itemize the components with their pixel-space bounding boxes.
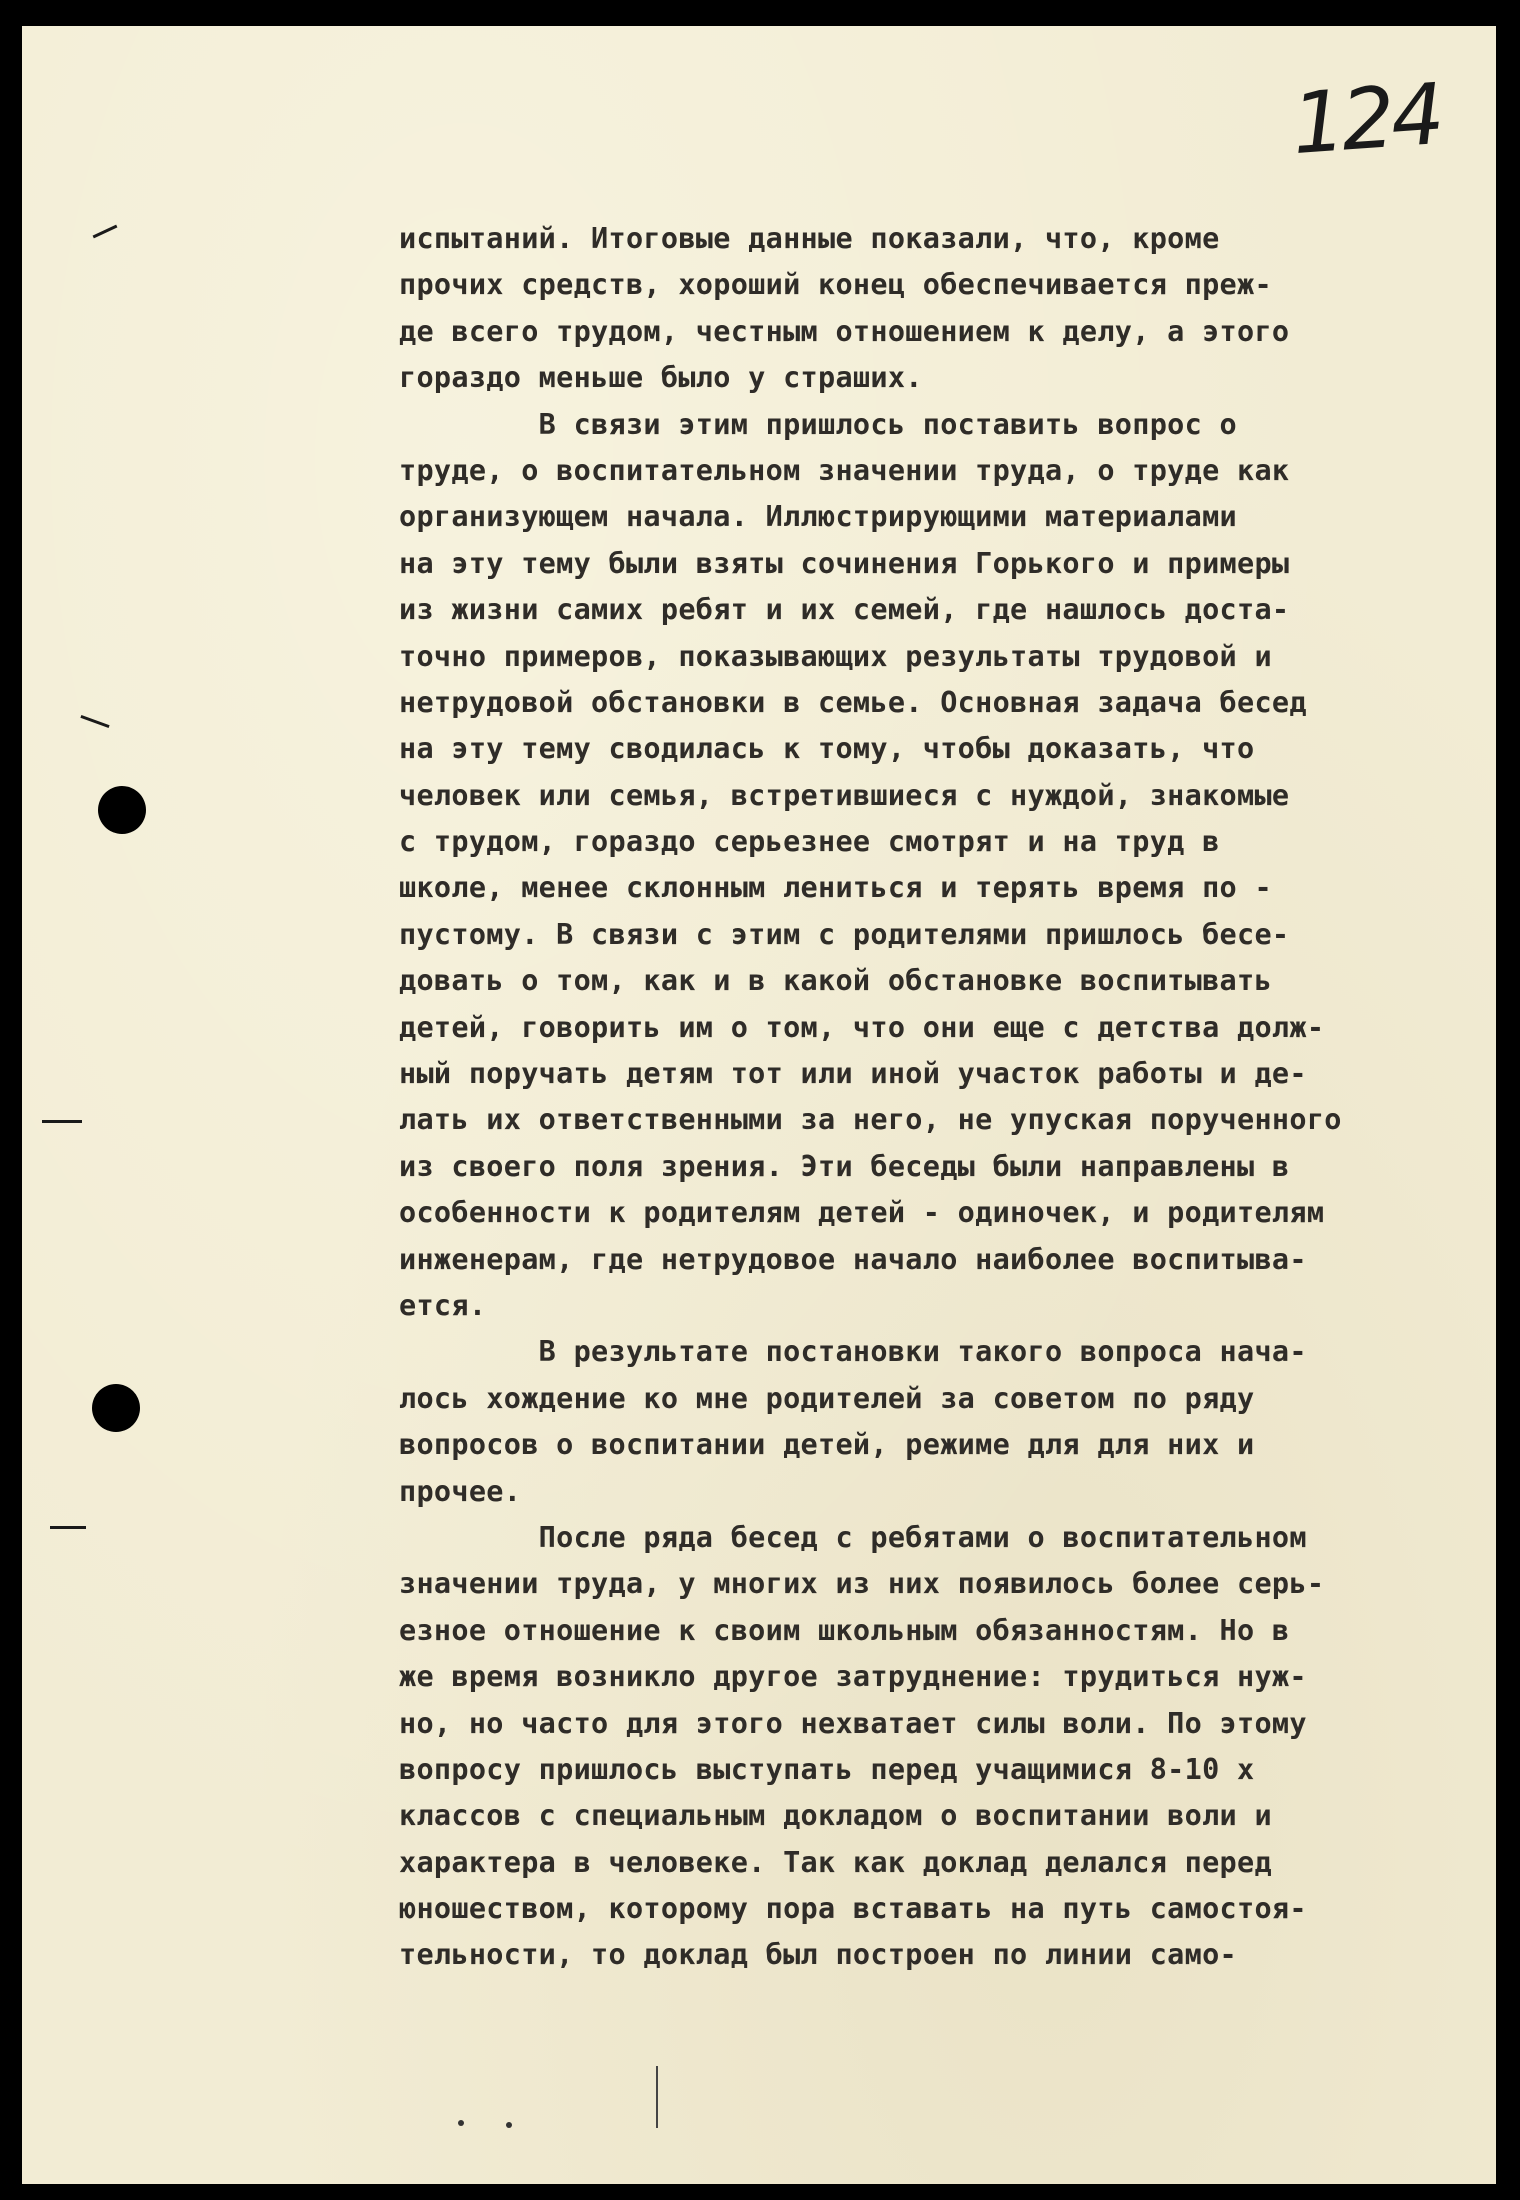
margin-tick-mark [42, 1120, 82, 1123]
text-line: с трудом, гораздо серьезнее смотрят и на труд в [399, 825, 1220, 859]
text-line: ный поручать детям тот или иной участок работы и де- [399, 1057, 1307, 1091]
text-line: де всего трудом, честным отношением к делу, а этого [399, 314, 1290, 348]
text-line: точно примеров, показывающих результаты трудовой и [399, 639, 1272, 673]
punch-hole-top [98, 786, 146, 834]
text-line: ется. [399, 1288, 487, 1322]
text-line: же время возникло другое затруднение: трудиться нуж- [399, 1660, 1307, 1694]
text-line: лось хождение ко мне родителей за советом по ряду [399, 1381, 1255, 1415]
ink-dot [506, 2122, 512, 2128]
text-line: особенности к родителям детей - одиночек, и родителям [399, 1196, 1325, 1230]
text-line: тельности, то доклад был построен по линии само- [399, 1938, 1238, 1972]
text-line: пустому. В связи с этим с родителями пришлось бесе- [399, 917, 1290, 951]
text-line: нетрудовой обстановки в семье. Основная задача бесед [399, 685, 1307, 719]
text-line: довать о том, как и в какой обстановке воспитывать [399, 964, 1272, 998]
text-line: детей, говорить им о том, что они еще с детства долж- [399, 1010, 1325, 1044]
pencil-mark [656, 2066, 658, 2128]
text-line: вопросов о воспитании детей, режиме для для них и [399, 1428, 1255, 1462]
text-line: на эту тему были взяты сочинения Горького и примеры [399, 546, 1290, 580]
margin-tick-mark [93, 225, 118, 239]
text-line: школе, менее склонным лениться и терять время по - [399, 871, 1272, 905]
text-line: из жизни самих ребят и их семей, где нашлось доста- [399, 593, 1290, 627]
typewritten-text [399, 216, 1459, 1979]
text-line: из своего поля зрения. Эти беседы были направлены в [399, 1149, 1290, 1183]
text-line: езное отношение к своим школьным обязанностям. Но в [399, 1613, 1290, 1647]
text-line: После ряда бесед с ребятами о воспитательном [399, 1520, 1307, 1554]
text-line: человек или семья, встретившиеся с нуждой, знакомые [399, 778, 1290, 812]
text-line: В результате постановки такого вопроса нача- [399, 1335, 1307, 1369]
ink-dot [458, 2120, 464, 2126]
text-line: на эту тему сводилась к тому, чтобы доказать, что [399, 732, 1255, 766]
text-line: организующем начала. Иллюстрирующими материалами [399, 500, 1238, 534]
page-number: 124 [1288, 64, 1444, 174]
text-line: юношеством, которому пора вставать на путь самостоя- [399, 1892, 1307, 1926]
text-line: испытаний. Итоговые данные показали, что, кроме [399, 222, 1220, 255]
document-page [22, 26, 1496, 2184]
text-line: значении труда, у многих из них появилось более серь- [399, 1567, 1325, 1601]
text-line: инженерам, где нетрудовое начало наиболее воспитыва- [399, 1242, 1307, 1276]
text-line: гораздо меньше было у страших. [399, 361, 923, 395]
text-line: труде, о воспитательном значении труда, о труде как [399, 453, 1290, 487]
margin-tick-mark [80, 715, 109, 728]
punch-hole-bottom [92, 1384, 140, 1432]
text-line: лать их ответственными за него, не упуская порученного [399, 1103, 1342, 1137]
text-line: вопросу пришлось выступать перед учащимися 8-10 х [399, 1752, 1255, 1786]
margin-tick-mark [50, 1526, 86, 1529]
text-line: прочее. [399, 1474, 522, 1508]
text-line: В связи этим пришлось поставить вопрос о [399, 407, 1238, 441]
text-line: прочих средств, хороший конец обеспечивается преж- [399, 268, 1272, 302]
text-line: но, но часто для этого нехватает силы воли. По этому [399, 1706, 1307, 1740]
text-line: характера в человеке. Так как доклад делался перед [399, 1845, 1272, 1879]
text-line: классов с специальным докладом о воспитании воли и [399, 1799, 1272, 1833]
